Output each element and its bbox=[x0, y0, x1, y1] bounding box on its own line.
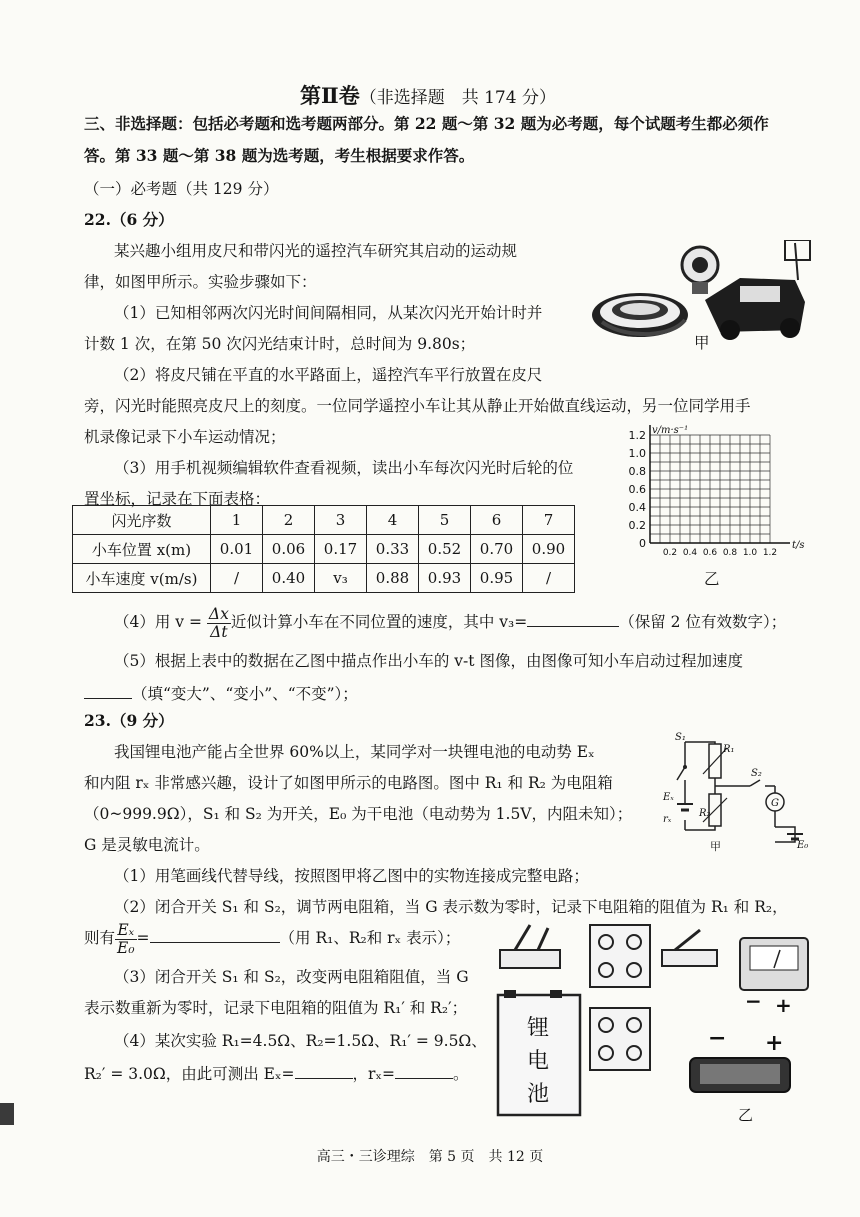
meter-minus-sign: − bbox=[745, 989, 762, 1013]
q22-step2-c: 机录像记录下小车运动情况； bbox=[84, 428, 286, 446]
dry-cell-object bbox=[690, 1058, 790, 1092]
circuit-caption: 甲 bbox=[710, 840, 721, 852]
q23-step3-b: 表示数重新为零时，记录下电阻箱的阻值为 R₁′ 和 R₂′； bbox=[84, 999, 468, 1017]
y-tick-label: 1.0 bbox=[628, 447, 646, 460]
y-tick-label: 0 bbox=[639, 537, 646, 550]
rc-car-image bbox=[682, 240, 810, 340]
x-axis-label: t/s bbox=[792, 540, 805, 551]
q23-step3-a: （3）闭合开关 S₁ 和 S₂，改变两电阻箱阻值，当 G bbox=[114, 968, 469, 986]
q22-step5-a: （5）根据上表中的数据在乙图中描点作出小车的 v-t 图像，由图像可知小车启动过程加速度 bbox=[114, 652, 743, 670]
table-row bbox=[73, 564, 575, 593]
intro-line-2: 答。第 33 题～第 38 题为选考题，考生根据要求作答。 bbox=[84, 146, 475, 165]
table-cell: / bbox=[523, 564, 575, 593]
apparatus-photo bbox=[490, 920, 820, 1130]
y-axis-label: v/m·s⁻¹ bbox=[652, 425, 689, 436]
table-cell: / bbox=[211, 564, 263, 593]
table-cell: 0.17 bbox=[315, 535, 367, 564]
table-cell: 0.33 bbox=[367, 535, 419, 564]
q22-step4-post: 近似计算小车在不同位置的速度，其中 v₃= bbox=[230, 613, 528, 631]
table-cell: 0.70 bbox=[471, 535, 523, 564]
circuit-diagram bbox=[655, 722, 810, 852]
q23-step1: （1）用笔画线代替导线，按照图甲将乙图中的实物连接成完整电路； bbox=[114, 867, 589, 885]
q23-number: 23.（9 分） bbox=[84, 711, 174, 730]
galvanometer-object bbox=[740, 938, 808, 990]
figure-jia-caption: 甲 bbox=[694, 334, 710, 352]
y-tick-label: 0.4 bbox=[628, 501, 646, 514]
x-tick-label: 1.0 bbox=[742, 548, 758, 558]
meter-plus-sign: + bbox=[775, 993, 792, 1017]
table-cell: v₃ bbox=[315, 564, 367, 593]
q23-para1-c: （0~999.9Ω），S₁ 和 S₂ 为开关，E₀ 为干电池（电动势为 1.5V，内阻未知）； bbox=[84, 805, 633, 823]
q23-step2-pre: 则有 bbox=[84, 929, 116, 947]
switch-s1-object bbox=[500, 925, 560, 968]
x-tick-label: 0.6 bbox=[702, 548, 718, 558]
label-g: G bbox=[771, 798, 779, 809]
x-tick-label: 0.4 bbox=[682, 548, 698, 558]
resistor-box-object-2 bbox=[590, 1008, 650, 1070]
tape-measure-image bbox=[592, 293, 688, 337]
flash-data-table bbox=[72, 505, 575, 593]
table-header-cell: 闪光序数 bbox=[73, 506, 211, 535]
q23-step2-a: （2）闭合开关 S₁ 和 S₂，调节两电阻箱，当 G 表示数为零时，记录下电阻箱的阻值为 R₁ 和 R₂， bbox=[114, 898, 788, 916]
q22-step2-b: 旁，闪光时能照亮皮尺上的刻度。一位同学遥控小车让其从静止开始做直线运动，另一位同学用手 bbox=[84, 397, 751, 415]
section-title-sub: （非选择题 共 174 分） bbox=[359, 88, 556, 108]
table-header-row bbox=[73, 506, 575, 535]
q22-number: 22.（6 分） bbox=[84, 210, 174, 229]
apparatus-caption: 乙 bbox=[738, 1106, 754, 1124]
battery-label-char: 池 bbox=[527, 1082, 550, 1107]
table-header-cell: 5 bbox=[419, 506, 471, 535]
section-title bbox=[300, 80, 556, 110]
intro-line-1: 三、非选择题：包括必考题和选考题两部分。第 22 题～第 32 题为必考题，每个试题考生都必须作 bbox=[84, 114, 769, 133]
y-tick-label: 0.8 bbox=[628, 465, 646, 478]
y-tick-label: 0.2 bbox=[628, 519, 646, 532]
table-header-cell: 3 bbox=[315, 506, 367, 535]
table-header-cell: 6 bbox=[471, 506, 523, 535]
q23-step4-b bbox=[84, 1062, 469, 1085]
q23-step2-b bbox=[84, 918, 460, 958]
ex-answer-blank[interactable] bbox=[295, 1062, 353, 1079]
table-cell: 0.52 bbox=[419, 535, 471, 564]
required-section-label: （一）必考题（共 129 分） bbox=[84, 180, 279, 198]
emf-ratio-fraction bbox=[115, 922, 137, 957]
table-header-cell: 2 bbox=[263, 506, 315, 535]
q22-step2-a: （2）将皮尺铺在平直的水平路面上，遥控汽车平行放置在皮尺 bbox=[114, 366, 543, 384]
cell-plus-sign: + bbox=[765, 1030, 784, 1056]
cell-minus-sign: − bbox=[708, 1025, 727, 1051]
table-header-cell: 1 bbox=[211, 506, 263, 535]
battery-label-char: 电 bbox=[527, 1049, 550, 1074]
q23-step2-eq: = bbox=[136, 929, 150, 947]
vt-chart-grid bbox=[650, 435, 770, 543]
page-footer: 高三・三诊理综 第 5 页 共 12 页 bbox=[316, 1149, 544, 1165]
rx-answer-blank[interactable] bbox=[395, 1062, 453, 1079]
x-tick-label: 1.2 bbox=[762, 548, 778, 558]
table-cell: 小车位置 x(m) bbox=[73, 535, 211, 564]
section-title-main: 第Ⅱ卷 bbox=[300, 83, 360, 108]
table-cell: 小车速度 v(m/s) bbox=[73, 564, 211, 593]
q22-step5-b-line bbox=[84, 682, 358, 705]
fraction-numerator: Δx bbox=[208, 604, 229, 623]
table-header-cell: 4 bbox=[367, 506, 419, 535]
battery-label-char: 锂 bbox=[527, 1016, 550, 1041]
delta-fraction bbox=[207, 606, 231, 641]
q23-step4-end: 。 bbox=[453, 1065, 469, 1083]
fraction-numerator: Eₓ bbox=[115, 922, 137, 940]
q22-step1-a: （1）已知相邻两次闪光时间间隔相同，从某次闪光开始计时并 bbox=[114, 304, 543, 322]
battery-ex-symbol bbox=[677, 804, 693, 810]
label-rx: rₓ bbox=[663, 814, 672, 825]
table-cell: 0.01 bbox=[211, 535, 263, 564]
acceleration-answer-blank[interactable] bbox=[84, 682, 132, 699]
q22-step4-note: （保留 2 位有效数字）； bbox=[619, 613, 787, 631]
q22-step4-pre: （4）用 v = bbox=[114, 613, 202, 631]
q23-para1-a: 我国锂电池产能占全世界 60%以上，某同学对一块锂电池的电动势 Eₓ bbox=[114, 743, 595, 761]
switch-s1 bbox=[677, 765, 687, 780]
vt-chart-labels bbox=[629, 425, 805, 558]
v3-answer-blank[interactable] bbox=[527, 610, 619, 627]
q22-step5-b: （填“变大”、“变小”、“不变”）； bbox=[132, 685, 358, 703]
x-tick-label: 0.2 bbox=[662, 548, 678, 558]
q22-step3-b: 置坐标，记录在下面表格： bbox=[84, 490, 271, 508]
resistor-box-object-1 bbox=[590, 925, 650, 987]
label-r2: R₂ bbox=[699, 808, 711, 819]
circuit-wires bbox=[685, 742, 795, 842]
table-row bbox=[73, 535, 575, 564]
scan-edge-mark bbox=[0, 1103, 14, 1125]
label-s1: S₁ bbox=[675, 732, 686, 743]
table-cell: 0.06 bbox=[263, 535, 315, 564]
switch-s2-object bbox=[662, 930, 717, 966]
vt-chart bbox=[615, 420, 815, 590]
table-cell: 0.88 bbox=[367, 564, 419, 593]
table-cell: 0.40 bbox=[263, 564, 315, 593]
table-cell: 0.93 bbox=[419, 564, 471, 593]
table-cell: 0.95 bbox=[471, 564, 523, 593]
label-e0: E₀ bbox=[797, 840, 809, 851]
q22-para1-a: 某兴趣小组用皮尺和带闪光的遥控汽车研究其启动的运动规 bbox=[114, 242, 518, 260]
ratio-answer-blank[interactable] bbox=[150, 926, 280, 943]
q22-step3-a: （3）用手机视频编辑软件查看视频，读出小车每次闪光时后轮的位 bbox=[114, 459, 574, 477]
table-header-cell: 7 bbox=[523, 506, 575, 535]
q22-para1-b: 律，如图甲所示。实验步骤如下： bbox=[84, 273, 317, 291]
q23-step4-a: （4）某次实验 R₁=4.5Ω、R₂=1.5Ω、R₁′ = 9.5Ω、 bbox=[114, 1032, 487, 1050]
label-s2: S₂ bbox=[751, 768, 762, 779]
fraction-denominator: Δt bbox=[210, 622, 228, 641]
q22-step1-b: 计数 1 次，在第 50 次闪光结束计时，总时间为 9.80s； bbox=[84, 335, 476, 353]
y-tick-label: 1.2 bbox=[628, 429, 646, 442]
table-cell: 0.90 bbox=[523, 535, 575, 564]
q23-step4-mid: ，rₓ= bbox=[352, 1065, 396, 1083]
q23-para1-d: G 是灵敏电流计。 bbox=[84, 836, 210, 854]
figure-yi-caption: 乙 bbox=[704, 570, 720, 588]
y-tick-label: 0.6 bbox=[628, 483, 646, 496]
q23-para1-b: 和内阻 rₓ 非常感兴趣，设计了如图甲所示的电路图。图中 R₁ 和 R₂ 为电阻箱 bbox=[84, 774, 613, 792]
x-tick-label: 0.8 bbox=[722, 548, 738, 558]
q23-step2-note: （用 R₁、R₂和 rₓ 表示）； bbox=[279, 929, 461, 947]
fraction-denominator: E₀ bbox=[117, 938, 135, 957]
q23-step4-pre: R₂′ = 3.0Ω，由此可测出 Eₓ= bbox=[84, 1065, 295, 1083]
q22-step4 bbox=[114, 602, 786, 642]
label-ex: Eₓ bbox=[663, 792, 674, 803]
label-r1: R₁ bbox=[723, 744, 735, 755]
